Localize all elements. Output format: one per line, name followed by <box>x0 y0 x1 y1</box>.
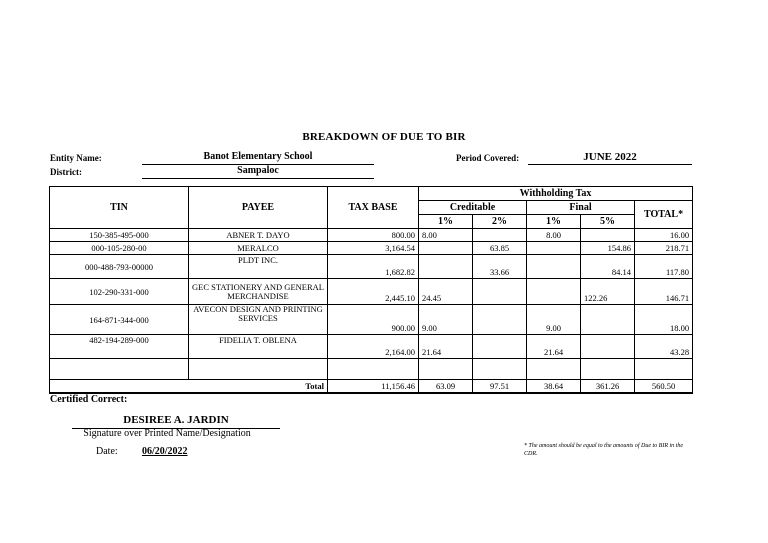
final-header: Final <box>527 201 635 215</box>
total-cell: 16.00 <box>635 229 693 242</box>
tax-base-cell: 2,445.10 <box>328 279 419 305</box>
tax-base-cell: 2,164.00 <box>328 335 419 359</box>
entity-name-value: Banot Elementary School <box>203 151 313 162</box>
signatory-name: DESIREE A. JARDIN <box>123 414 229 426</box>
tin-cell: 102-290-331-000 <box>50 279 189 305</box>
totals-label: Total <box>189 380 328 394</box>
district-underline <box>142 178 374 179</box>
creditable-2pct-cell <box>473 279 527 305</box>
payee-cell: GEC STATIONERY AND GENERAL MERCHANDISE <box>189 279 328 305</box>
creditable-2pct-header: 2% <box>473 215 527 229</box>
table-row <box>50 229 693 242</box>
final-1pct-cell <box>527 279 581 305</box>
table-row <box>50 279 693 305</box>
final-1pct-cell: 21.64 <box>527 335 581 359</box>
creditable-1pct-cell: 21.64 <box>419 335 473 359</box>
date-label: Date: <box>96 446 118 457</box>
total-cell: 43.28 <box>635 335 693 359</box>
signature-caption: Signature over Printed Name/Designation <box>83 428 251 439</box>
total-cell: 117.80 <box>635 255 693 279</box>
totals-creditable-1pct: 63.09 <box>419 380 473 394</box>
payee-cell: AVECON DESIGN AND PRINTING SERVICES <box>189 305 328 335</box>
total-header: TOTAL* <box>635 201 693 229</box>
certified-correct-label: Certified Correct: <box>50 394 128 405</box>
tin-cell: 000-488-793-00000 <box>50 255 189 279</box>
final-1pct-cell: 9.00 <box>527 305 581 335</box>
creditable-2pct-cell <box>473 335 527 359</box>
final-5pct-cell: 154.86 <box>581 242 635 255</box>
creditable-1pct-cell: 24.45 <box>419 279 473 305</box>
totals-row <box>50 380 693 394</box>
final-1pct-header: 1% <box>527 215 581 229</box>
payee-cell: ABNER T. DAYO <box>189 229 328 242</box>
document-title: BREAKDOWN OF DUE TO BIR <box>302 131 466 143</box>
tin-cell: 150-385-495-000 <box>50 229 189 242</box>
final-5pct-cell <box>581 229 635 242</box>
final-1pct-cell <box>527 255 581 279</box>
header-row-1 <box>50 187 693 201</box>
creditable-2pct-cell: 63.85 <box>473 242 527 255</box>
footnote: * The amount should be equal to the amounts of Due to BIR in the CDR. <box>524 443 683 457</box>
total-cell: 18.00 <box>635 305 693 335</box>
period-covered-value: JUNE 2022 <box>583 151 637 163</box>
totals-final-5pct: 361.26 <box>581 380 635 394</box>
tin-cell: 482-194-289-000 <box>50 335 189 359</box>
district-value: Sampaloc <box>237 165 279 176</box>
creditable-1pct-header: 1% <box>419 215 473 229</box>
tax-base-cell: 1,682.82 <box>328 255 419 279</box>
final-5pct-cell <box>581 305 635 335</box>
final-5pct-cell: 122.26 <box>581 279 635 305</box>
withholding-tax-header: Withholding Tax <box>419 187 693 201</box>
creditable-2pct-cell <box>473 305 527 335</box>
table-row <box>50 305 693 335</box>
creditable-2pct-cell: 33.66 <box>473 255 527 279</box>
table-row-empty <box>50 359 693 380</box>
tax-base-cell: 3,164.54 <box>328 242 419 255</box>
final-1pct-cell: 8.00 <box>527 229 581 242</box>
final-5pct-cell: 84.14 <box>581 255 635 279</box>
period-covered-underline <box>528 164 692 165</box>
total-cell: 146.71 <box>635 279 693 305</box>
creditable-1pct-cell <box>419 255 473 279</box>
district-label: District: <box>50 167 82 177</box>
tax-base-cell: 900.00 <box>328 305 419 335</box>
final-1pct-cell <box>527 242 581 255</box>
table-row <box>50 335 693 359</box>
breakdown-table <box>49 186 693 394</box>
tin-cell: 000-105-280-00 <box>50 242 189 255</box>
period-covered-label: Period Covered: <box>456 153 520 163</box>
tin-header: TIN <box>50 187 189 229</box>
date-value: 06/20/2022 <box>142 446 188 457</box>
payee-header: PAYEE <box>189 187 328 229</box>
creditable-1pct-cell: 8.00 <box>419 229 473 242</box>
total-cell: 218.71 <box>635 242 693 255</box>
totals-tax-base: 11,156.46 <box>328 380 419 394</box>
final-5pct-cell <box>581 335 635 359</box>
tin-cell: 164-871-344-000 <box>50 305 189 335</box>
final-5pct-header: 5% <box>581 215 635 229</box>
creditable-1pct-cell <box>419 242 473 255</box>
totals-creditable-2pct: 97.51 <box>473 380 527 394</box>
creditable-header: Creditable <box>419 201 527 215</box>
table-row <box>50 242 693 255</box>
entity-name-label: Entity Name: <box>50 153 102 163</box>
table-row <box>50 255 693 279</box>
payee-cell: MERALCO <box>189 242 328 255</box>
creditable-2pct-cell <box>473 229 527 242</box>
tax-base-header: TAX BASE <box>328 187 419 229</box>
totals-final-1pct: 38.64 <box>527 380 581 394</box>
totals-total: 560.50 <box>635 380 693 394</box>
tax-base-cell: 800.00 <box>328 229 419 242</box>
payee-cell: FIDELIA T. OBLENA <box>189 335 328 359</box>
payee-cell: PLDT INC. <box>189 255 328 279</box>
creditable-1pct-cell: 9.00 <box>419 305 473 335</box>
